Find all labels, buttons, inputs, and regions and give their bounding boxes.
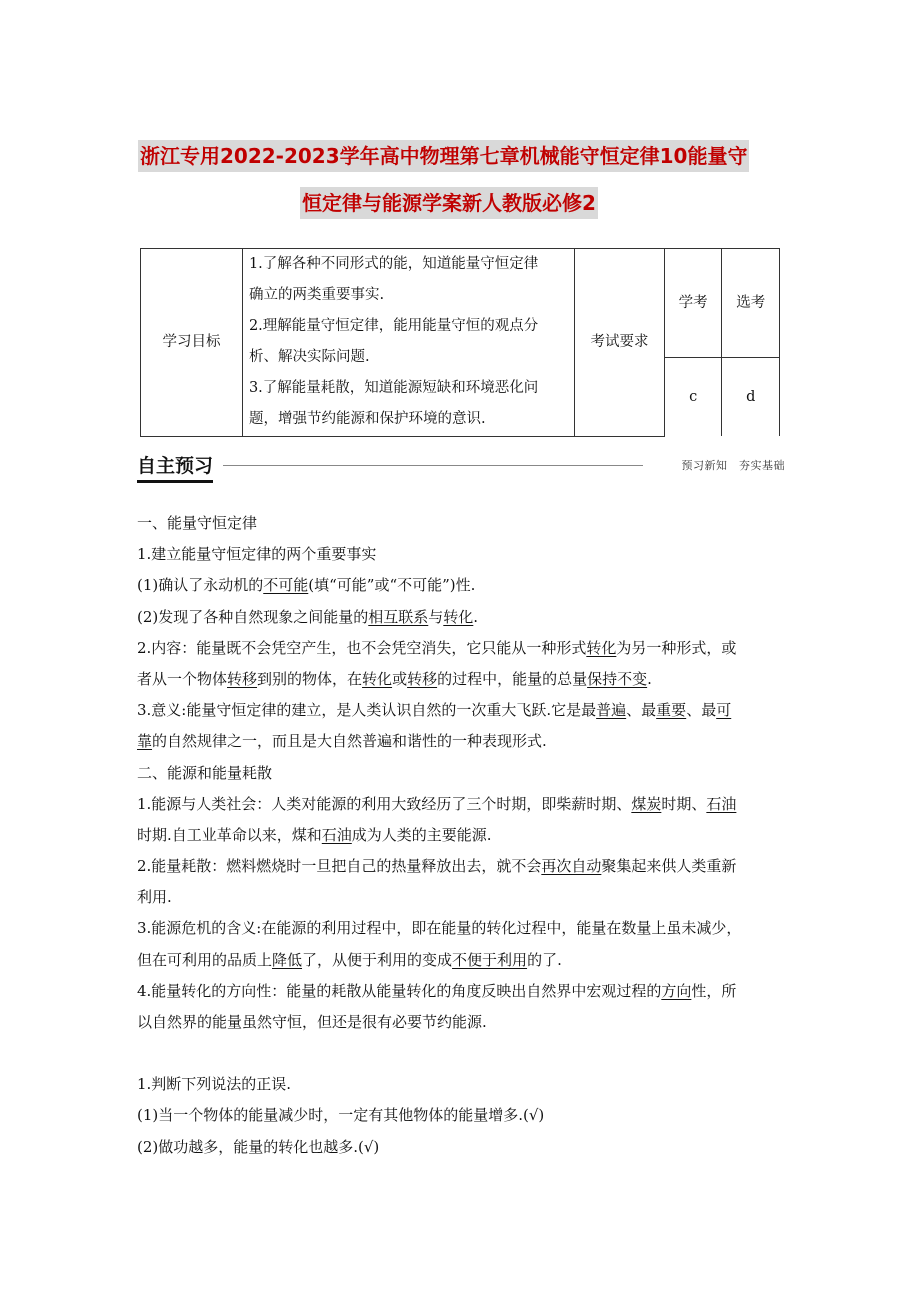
question-item: (2)做功越多，能量的转化也越多.(√) [137, 1137, 380, 1156]
goals-label: 学习目标 [141, 249, 243, 437]
heading-energy-conservation: 一、能量守恒定律 [137, 514, 258, 532]
answer-blank: 转化 [362, 669, 393, 688]
learning-goals-table [140, 248, 780, 437]
section-tag: 预习新知 夯实基础 [681, 459, 785, 472]
exam-requirement-label: 考试要求 [575, 249, 665, 437]
goal-line: 题，增强节约能源和保护环境的意识. [248, 411, 486, 428]
paragraph-line: 利用. [137, 888, 172, 907]
goal-line: 3.了解能量耗散，知道能源短缺和环境恶化问 [248, 380, 539, 397]
heading-energy-sources: 二、能源和能量耗散 [137, 763, 273, 782]
xuekao-value: c [664, 358, 722, 437]
paragraph-line: 4.能量转化的方向性：能量的耗散从能量转化的角度反映出自然界中宏观过程的方向性，所 [137, 981, 737, 1000]
answer-blank: 普遍 [596, 701, 627, 720]
answer-blank: 可 [716, 701, 732, 720]
goal-line: 2.理解能量守恒定律，能用能量守恒的观点分 [248, 318, 539, 335]
answer-blank: 不便于利用 [452, 950, 528, 969]
xuekao-header: 学考 [664, 249, 722, 358]
answer-blank: 石油 [706, 794, 737, 813]
answer-blank: 保持不变 [587, 669, 648, 688]
answer-blank: 靠 [137, 732, 153, 751]
content-body [137, 508, 785, 1163]
paragraph-line: 者从一个物体转移到别的物体，在转化或转移的过程中，能量的总量保持不变. [137, 669, 652, 688]
answer-blank: 转化 [586, 638, 617, 657]
paragraph-line: 2.能量耗散：燃料燃烧时一旦把自己的热量释放出去，就不会再次自动聚集起来供人类重新 [137, 857, 737, 876]
answer-blank: 再次自动 [541, 857, 602, 876]
answer-blank: 方向 [661, 981, 692, 1000]
answer-blank: 转移 [407, 669, 438, 688]
paragraph-line: 以自然界的能量虽然守恒，但还是很有必要节约能源. [137, 1013, 487, 1031]
paragraph-line: (1)确认了永动机的不可能(填“可能”或“不可能”)性. [137, 576, 476, 595]
goal-line: 确立的两类重要事实. [248, 287, 385, 304]
question-item: (1)当一个物体的能量减少时，一定有其他物体的能量增多.(√) [137, 1106, 545, 1125]
title-line-1: 浙江专用2022-2023学年高中物理第七章机械能守恒定律10能量守 [138, 140, 749, 172]
answer-blank: 重要 [656, 701, 687, 720]
goals-items [242, 249, 574, 437]
xuankao-value: d [722, 358, 780, 437]
section-header [137, 453, 785, 483]
paragraph-line: 2.内容：能量既不会凭空产生，也不会凭空消失，它只能从一种形式转化为另一种形式，或 [137, 638, 737, 657]
xuankao-header: 选考 [722, 249, 780, 358]
answer-blank: 石油 [321, 825, 352, 844]
answer-blank: 煤炭 [631, 794, 662, 813]
paragraph-line: 靠的自然规律之一，而且是大自然普遍和谐性的一种表现形式. [137, 732, 547, 751]
question-title: 1.判断下列说法的正误. [137, 1075, 292, 1094]
answer-blank: 转移 [227, 669, 258, 688]
answer-blank: 相互联系 [368, 607, 429, 626]
section-name: 自主预习 [137, 453, 213, 483]
title-line-2: 恒定律与能源学案新人教版必修2 [300, 187, 598, 219]
goal-line: 1.了解各种不同形式的能，知道能量守恒定律 [248, 256, 539, 273]
paragraph-line: 3.意义:能量守恒定律的建立，是人类认识自然的一次重大飞跃.它是最普遍、最重要、最可 [137, 701, 732, 720]
goal-line: 析、解决实际问题. [248, 349, 370, 366]
answer-blank: 降低 [272, 950, 303, 969]
answer-blank: 不可能 [263, 576, 309, 595]
paragraph-line: (2)发现了各种自然现象之间能量的相互联系与转化. [137, 607, 479, 626]
section-divider [223, 465, 643, 466]
paragraph-line: 但在可利用的品质上降低了，从便于利用的变成不便于利用的了. [137, 950, 562, 969]
answer-blank: 转化 [443, 607, 474, 626]
paragraph-line: 1.建立能量守恒定律的两个重要事实 [137, 545, 377, 564]
paragraph-line: 1.能源与人类社会：人类对能源的利用大致经历了三个时期，即柴薪时期、煤炭时期、石油 [137, 794, 737, 813]
paragraph-line: 3.能源危机的含义:在能源的利用过程中，即在能量的转化过程中，能量在数量上虽未减少， [137, 919, 742, 938]
paragraph-line: 时期.自工业革命以来，煤和石油成为人类的主要能源. [137, 825, 492, 844]
